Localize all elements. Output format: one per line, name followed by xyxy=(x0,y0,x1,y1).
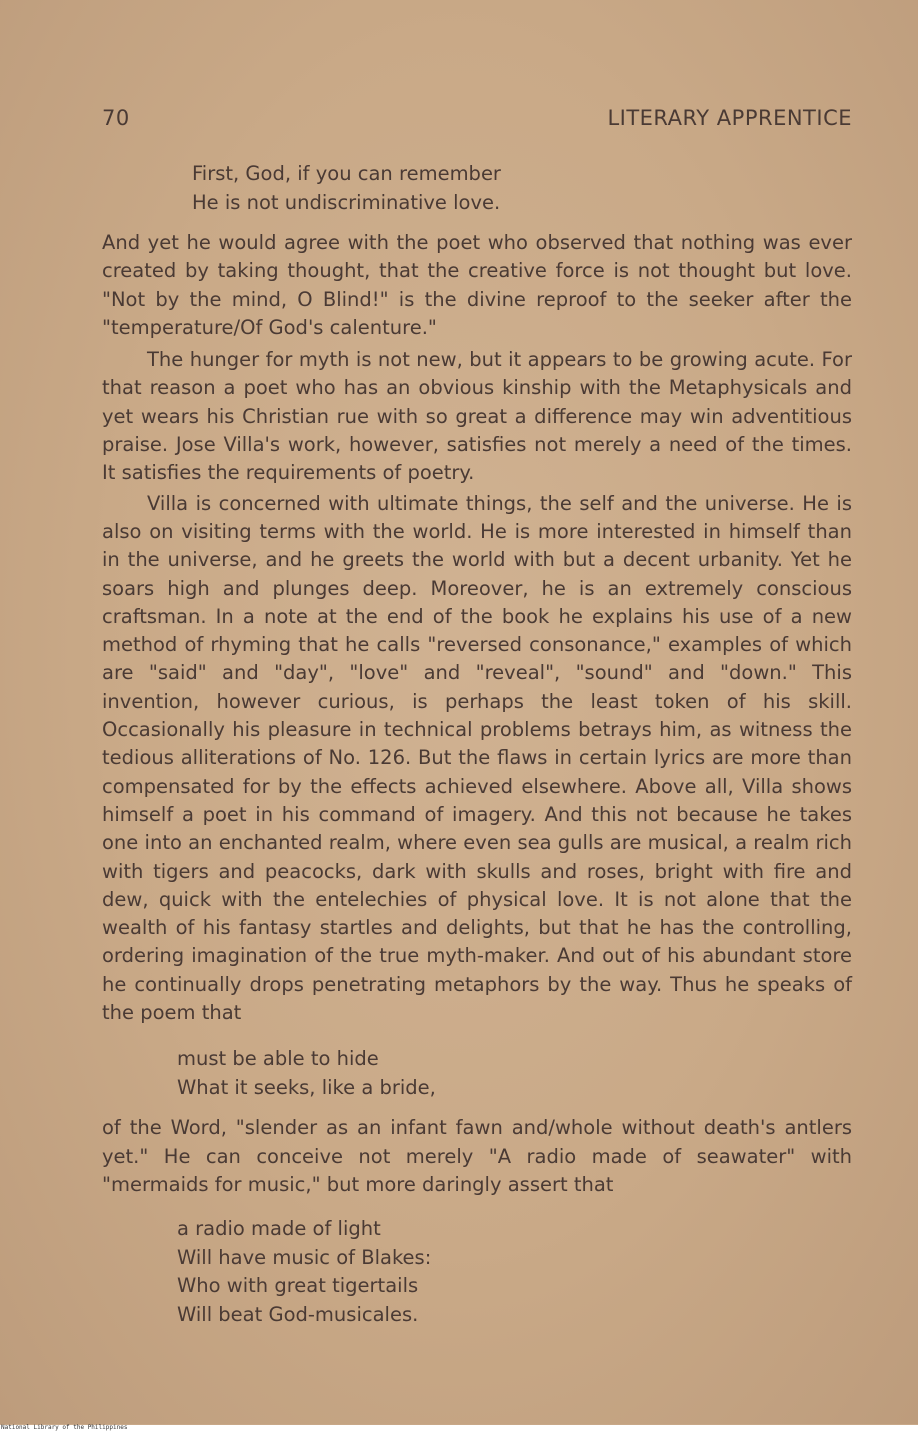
verse-line: Will have music of Blakes: xyxy=(177,1245,432,1269)
library-credit: National Library of the Philippines xyxy=(1,1424,128,1431)
page-header xyxy=(102,106,852,136)
paragraph-1: And yet he would agree with the poet who observed that nothing was ever created by taking thought, that the creative force is not thought but love. "Not by the mind, O Blind!" is the divine reproof to the seeker after the "temperature/Of God's calenture." xyxy=(102,231,852,339)
verse-line: Who with great tigertails xyxy=(177,1274,419,1298)
verse-line: He is not undiscriminative love. xyxy=(192,190,501,214)
verse-line: First, God, if you can remember xyxy=(192,162,501,185)
paragraph-3: Villa is concerned with ultimate things, the self and the universe. He is also on visiting terms with the world. He is more interested in himself than in the universe, and he greets the world with but a decent urbanity. Yet he soars high and plunges deep. Moreover, he is an extremely conscious craftsman. In a note at the end of the book he explains his use of a new method of rhyming that he calls "reversed consonance," examples of which are "said" and "day", "love" and "reveal", "sound" and "down." This invention, however curious, is perhaps the least token of his skill. Occasionally his pleasure in technical problems betrays him, as witness the tedious alliterations of No. 126. But the flaws in certain lyrics are more than compensated for by the effects achieved elsewhere. Above all, Villa shows himself a poet in his command of imagery. And this not because he takes one into an enchanted realm, where even sea gulls are musical, a realm rich with tigers and peacocks, dark with skulls and roses, bright with fire and dew, quick with the entelechies of physical love. It is not alone that the wealth of his fantasy startles and delights, but that he has the controlling, ordering imagination of the true myth-maker. And out of his abundant store he continually drops penetrating metaphors by the way. Thus he speaks of the poem that xyxy=(102,491,852,1025)
verse-quote-2 xyxy=(177,1045,852,1102)
verse-line: a radio made of light xyxy=(177,1217,381,1241)
verse-line: must be able to hide xyxy=(177,1047,379,1071)
verse-quote-1 xyxy=(192,160,852,217)
verse-line: What it seeks, like a bride, xyxy=(177,1075,436,1099)
running-title: LITERARY APPRENTICE xyxy=(607,106,852,130)
verse-line: Will beat God-musicales. xyxy=(177,1302,419,1326)
paragraph-4: of the Word, "slender as an infant fawn and/whole without death's antlers yet." He can conceive not merely "A radio made of seawater" with "mermaids for music," but more daringly assert that xyxy=(102,1116,852,1196)
page-number: 70 xyxy=(102,106,130,130)
scan-footer xyxy=(0,1425,918,1433)
paragraph-2: The hunger for myth is not new, but it appears to be growing acute. For that reason a poet who has an obvious kinship with the Metaphysicals and yet wears his Christian rue with so great a difference may win adventitious praise. Jose Villa's work, however, satisfies not merely a need of the times. It satisfies the requirements of poetry. xyxy=(102,348,852,485)
page-body xyxy=(102,160,852,1329)
verse-quote-3 xyxy=(177,1215,852,1329)
